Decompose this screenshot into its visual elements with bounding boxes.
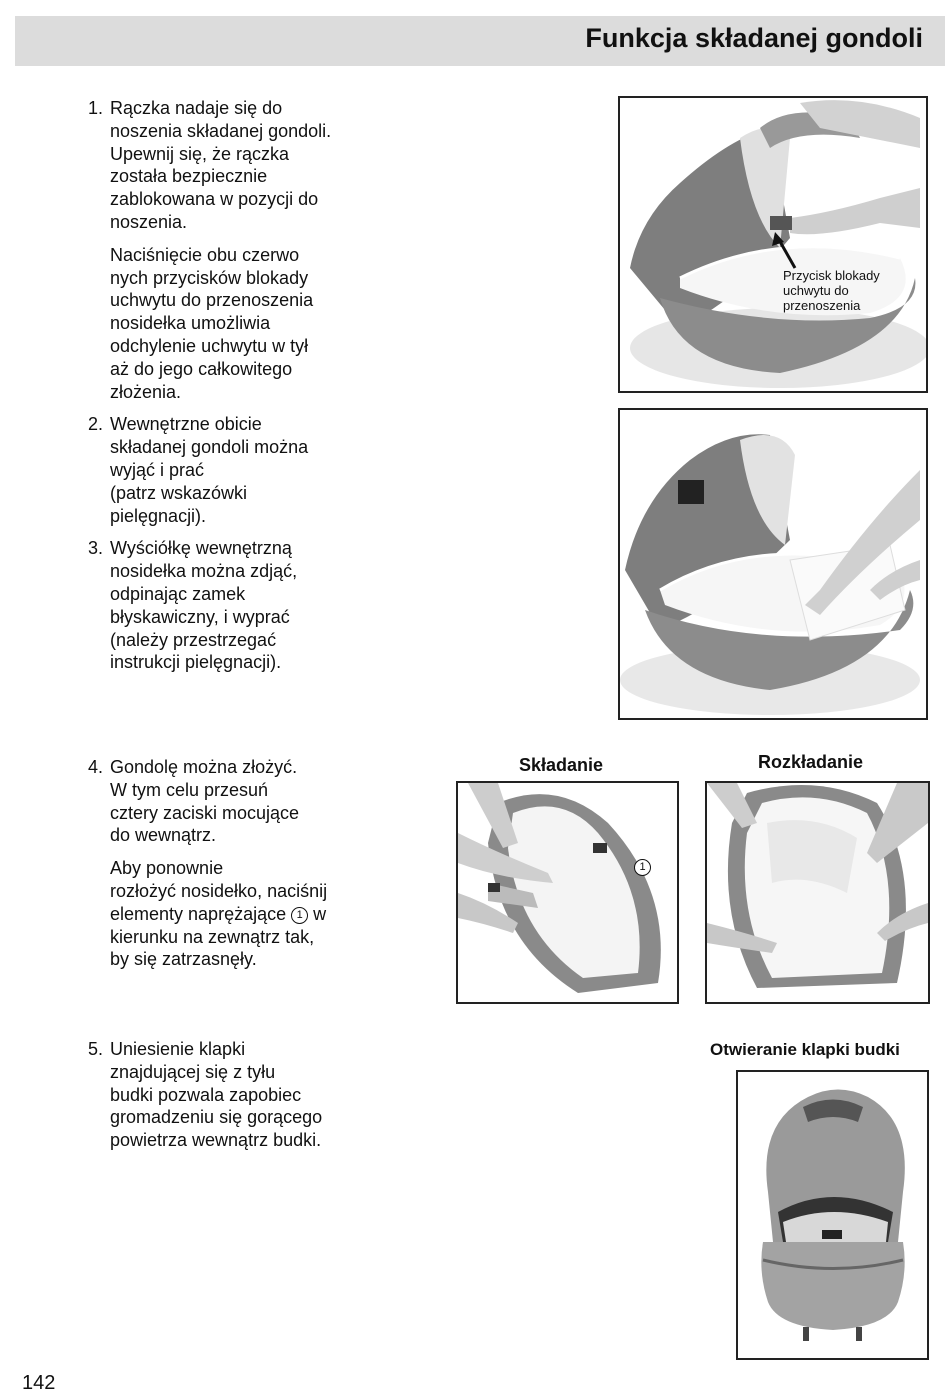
- step-text: Rączka nadaje się do noszenia składanej gondoli. Upewnij się, że rączka została bezpiecznie zablokowana w pozycji do noszenia.: [110, 98, 332, 232]
- caption-flap: Otwieranie klapki budki: [710, 1040, 900, 1059]
- step-text: Wyściółkę wewnętrzną nosidełka można zdjąć, odpinając zamek błyskawiczny, i wyprać (należy przestrzegać instrukcji pielęgnacji).: [110, 538, 298, 673]
- canopy-flap-photo: [736, 1070, 929, 1360]
- steps-list-3: [88, 1038, 388, 1152]
- caption-folding: Składanie: [519, 755, 604, 775]
- handle-lock-callout: Przycisk blokady uchwytu do przenoszenia: [783, 268, 880, 313]
- unfolding-illustration: [707, 783, 928, 1002]
- tension-element-symbol: 1: [291, 907, 308, 924]
- step-3: [88, 537, 378, 674]
- step-note: Aby ponownie rozłożyć nosidełko, naciśnij elementy naprężające 1 w kierunku na zewnątrz tak, by się zatrzasnęły.: [110, 858, 328, 970]
- step-number: 2.: [88, 414, 104, 435]
- step-5: [88, 1038, 388, 1152]
- step-text: Uniesienie klapki znajdującej się z tyłu budki pozwala zapobiec gromadzeniu się gorącego powietrza wewnątrz budki.: [110, 1039, 323, 1151]
- unfolding-photo: [705, 781, 930, 1004]
- steps-list-1: [88, 97, 378, 674]
- step-4: [88, 756, 378, 971]
- step-number: 4.: [88, 757, 104, 777]
- folding-photo: [456, 781, 679, 1004]
- step-text: Gondolę można złożyć. W tym celu przesuń cztery zaciski mocujące do wewnątrz.: [110, 757, 300, 846]
- folding-illustration: [458, 783, 677, 1002]
- canopy-flap-illustration: [738, 1072, 927, 1358]
- step-note: Naciśnięcie obu czerwo nych przycisków blokady uchwytu do przenoszenia nosidełka umożliwia odchylenie uchwytu w tył aż do jego całkowitego złożenia.: [110, 244, 314, 402]
- step-text: Wewnętrzne obicie składanej gondoli można wyjąć i prać (patrz wskazówki pielęgnacji).: [110, 414, 309, 526]
- step-number: 1.: [88, 98, 104, 118]
- page-header: [15, 16, 945, 66]
- step-2: [88, 413, 378, 527]
- step-1: [88, 97, 378, 403]
- tension-element-marker: 1: [634, 859, 651, 876]
- carrycot-handle-illustration: [620, 98, 926, 391]
- step-number: 5.: [88, 1039, 104, 1059]
- page-number: 142: [22, 1372, 56, 1394]
- carrycot-handle-photo: [618, 96, 928, 393]
- steps-list-2: [88, 756, 378, 971]
- cover-removal-photo: [618, 408, 928, 720]
- step-number: 3.: [88, 538, 104, 559]
- page-title: Funkcja składanej gondoli: [585, 23, 923, 53]
- caption-unfolding: Rozkładanie: [758, 752, 864, 772]
- cover-removal-illustration: [620, 410, 926, 718]
